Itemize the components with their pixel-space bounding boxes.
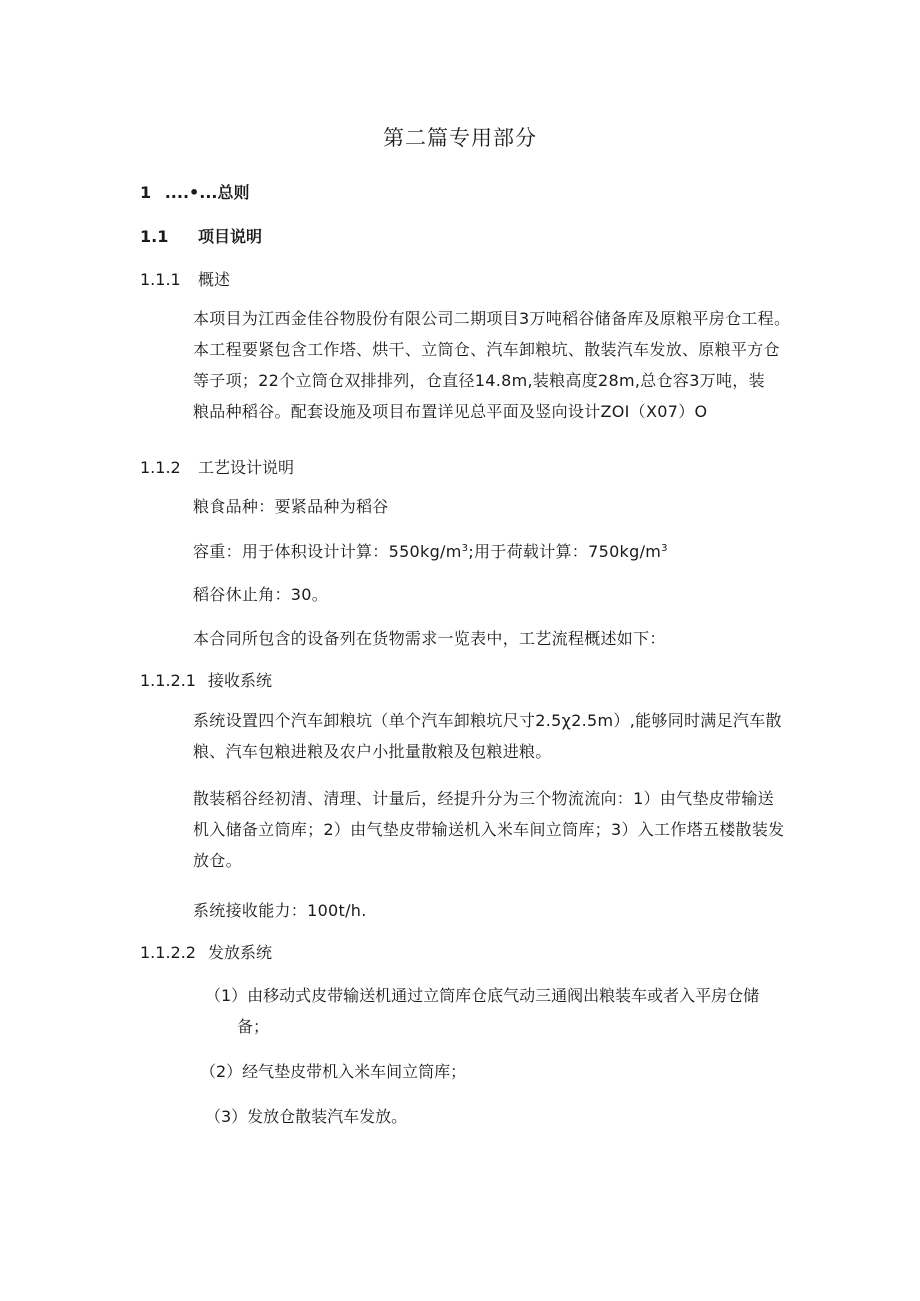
overview-line: 本项目为江西金佳谷物股份有限公司二期项目3万吨稻谷储备库及原粮平房仓工程。 (193, 309, 791, 328)
density-load-exponent: 3 (661, 543, 668, 554)
overview-line: 粮品种稻谷。配套设施及项目布置详见总平面及竖向设计ZOI（X07）O (193, 402, 708, 421)
overview-paragraph (193, 303, 833, 427)
heading-1-1-1-label: 概述 (198, 270, 231, 289)
overview-line: 本工程要紧包含工作塔、烘干、立筒仓、汽车卸粮坑、散装汽车发放、原粮平方仓 (193, 340, 780, 359)
receiving-capacity-line: 系统接收能力：100t∕h. (193, 901, 367, 920)
heading-1-1-2-2-label: 发放系统 (208, 943, 273, 962)
heading-1-1-label: 项目说明 (198, 227, 263, 246)
heading-1-1-1-number: 1.1.1 (140, 270, 181, 289)
receiving-line: 机入储备立筒库；2）由气垫皮带输送机入米车间立筒库；3）入工作塔五楼散装发 (193, 820, 785, 839)
density-line (193, 536, 833, 567)
receiving-line: 粮、汽车包粮进粮及农户小批量散粮及包粮进粮。 (193, 742, 552, 761)
dispatch-item-1-continuation: 备； (237, 1017, 270, 1036)
heading-1-label: 总则 (217, 183, 250, 202)
heading-1-1-2 (140, 455, 294, 478)
heading-1-1-2-2 (140, 940, 272, 963)
dispatch-item-2: （2）经气垫皮带机入米车间立筒库； (200, 1062, 467, 1081)
heading-1-dots: ....•... (164, 183, 218, 202)
heading-1-1-2-label: 工艺设计说明 (198, 458, 295, 477)
heading-1-1-2-1-label: 接收系统 (208, 671, 273, 690)
heading-1-1-1 (140, 267, 230, 290)
grain-type-line: 粮食品种：要紧品种为稻谷 (193, 497, 389, 516)
dispatch-item-1: （1）由移动式皮带输送机通过立筒库仓底气动三通阀出粮装车或者入平房仓储 (205, 986, 760, 1005)
process-intro-line: 本合同所包含的设备列在货物需求一览表中，工艺流程概述如下： (193, 629, 666, 648)
receiving-paragraph-1 (193, 705, 833, 767)
heading-1 (140, 180, 250, 203)
repose-angle-line: 稻谷休止角：30。 (193, 585, 329, 604)
heading-1-number: 1 (140, 183, 152, 202)
density-volume-text: 容重：用于体积设计计算：550kg∕m (193, 542, 462, 561)
dispatch-item-3: （3）发放仓散装汽车发放。 (205, 1107, 408, 1126)
page-title: 第二篇专用部分 (383, 126, 537, 150)
density-volume-exponent: 3 (461, 543, 469, 554)
overview-line: 等子项；22个立筒仓双排排列，仓直径14.8m,装粮高度28m,总仓容3万吨，装 (193, 371, 765, 390)
heading-1-1-2-number: 1.1.2 (140, 458, 181, 477)
density-load-text: ;用于荷载计算：750kg∕m (468, 542, 662, 561)
receiving-line: 散装稻谷经初清、清理、计量后，经提升分为三个物流流向：1）由气垫皮带输送 (193, 789, 774, 808)
receiving-paragraph-2 (193, 783, 833, 876)
heading-1-1-2-1 (140, 668, 272, 691)
heading-1-1-2-2-number: 1.1.2.2 (140, 943, 196, 962)
heading-1-1-number: 1.1 (140, 227, 169, 246)
heading-1-1-2-1-number: 1.1.2.1 (140, 671, 196, 690)
receiving-line: 系统设置四个汽车卸粮坑（单个汽车卸粮坑尺寸2.5χ2.5m）,能够同时满足汽车散 (193, 711, 782, 730)
receiving-line: 放仓。 (193, 851, 242, 870)
heading-1-1 (140, 224, 262, 247)
